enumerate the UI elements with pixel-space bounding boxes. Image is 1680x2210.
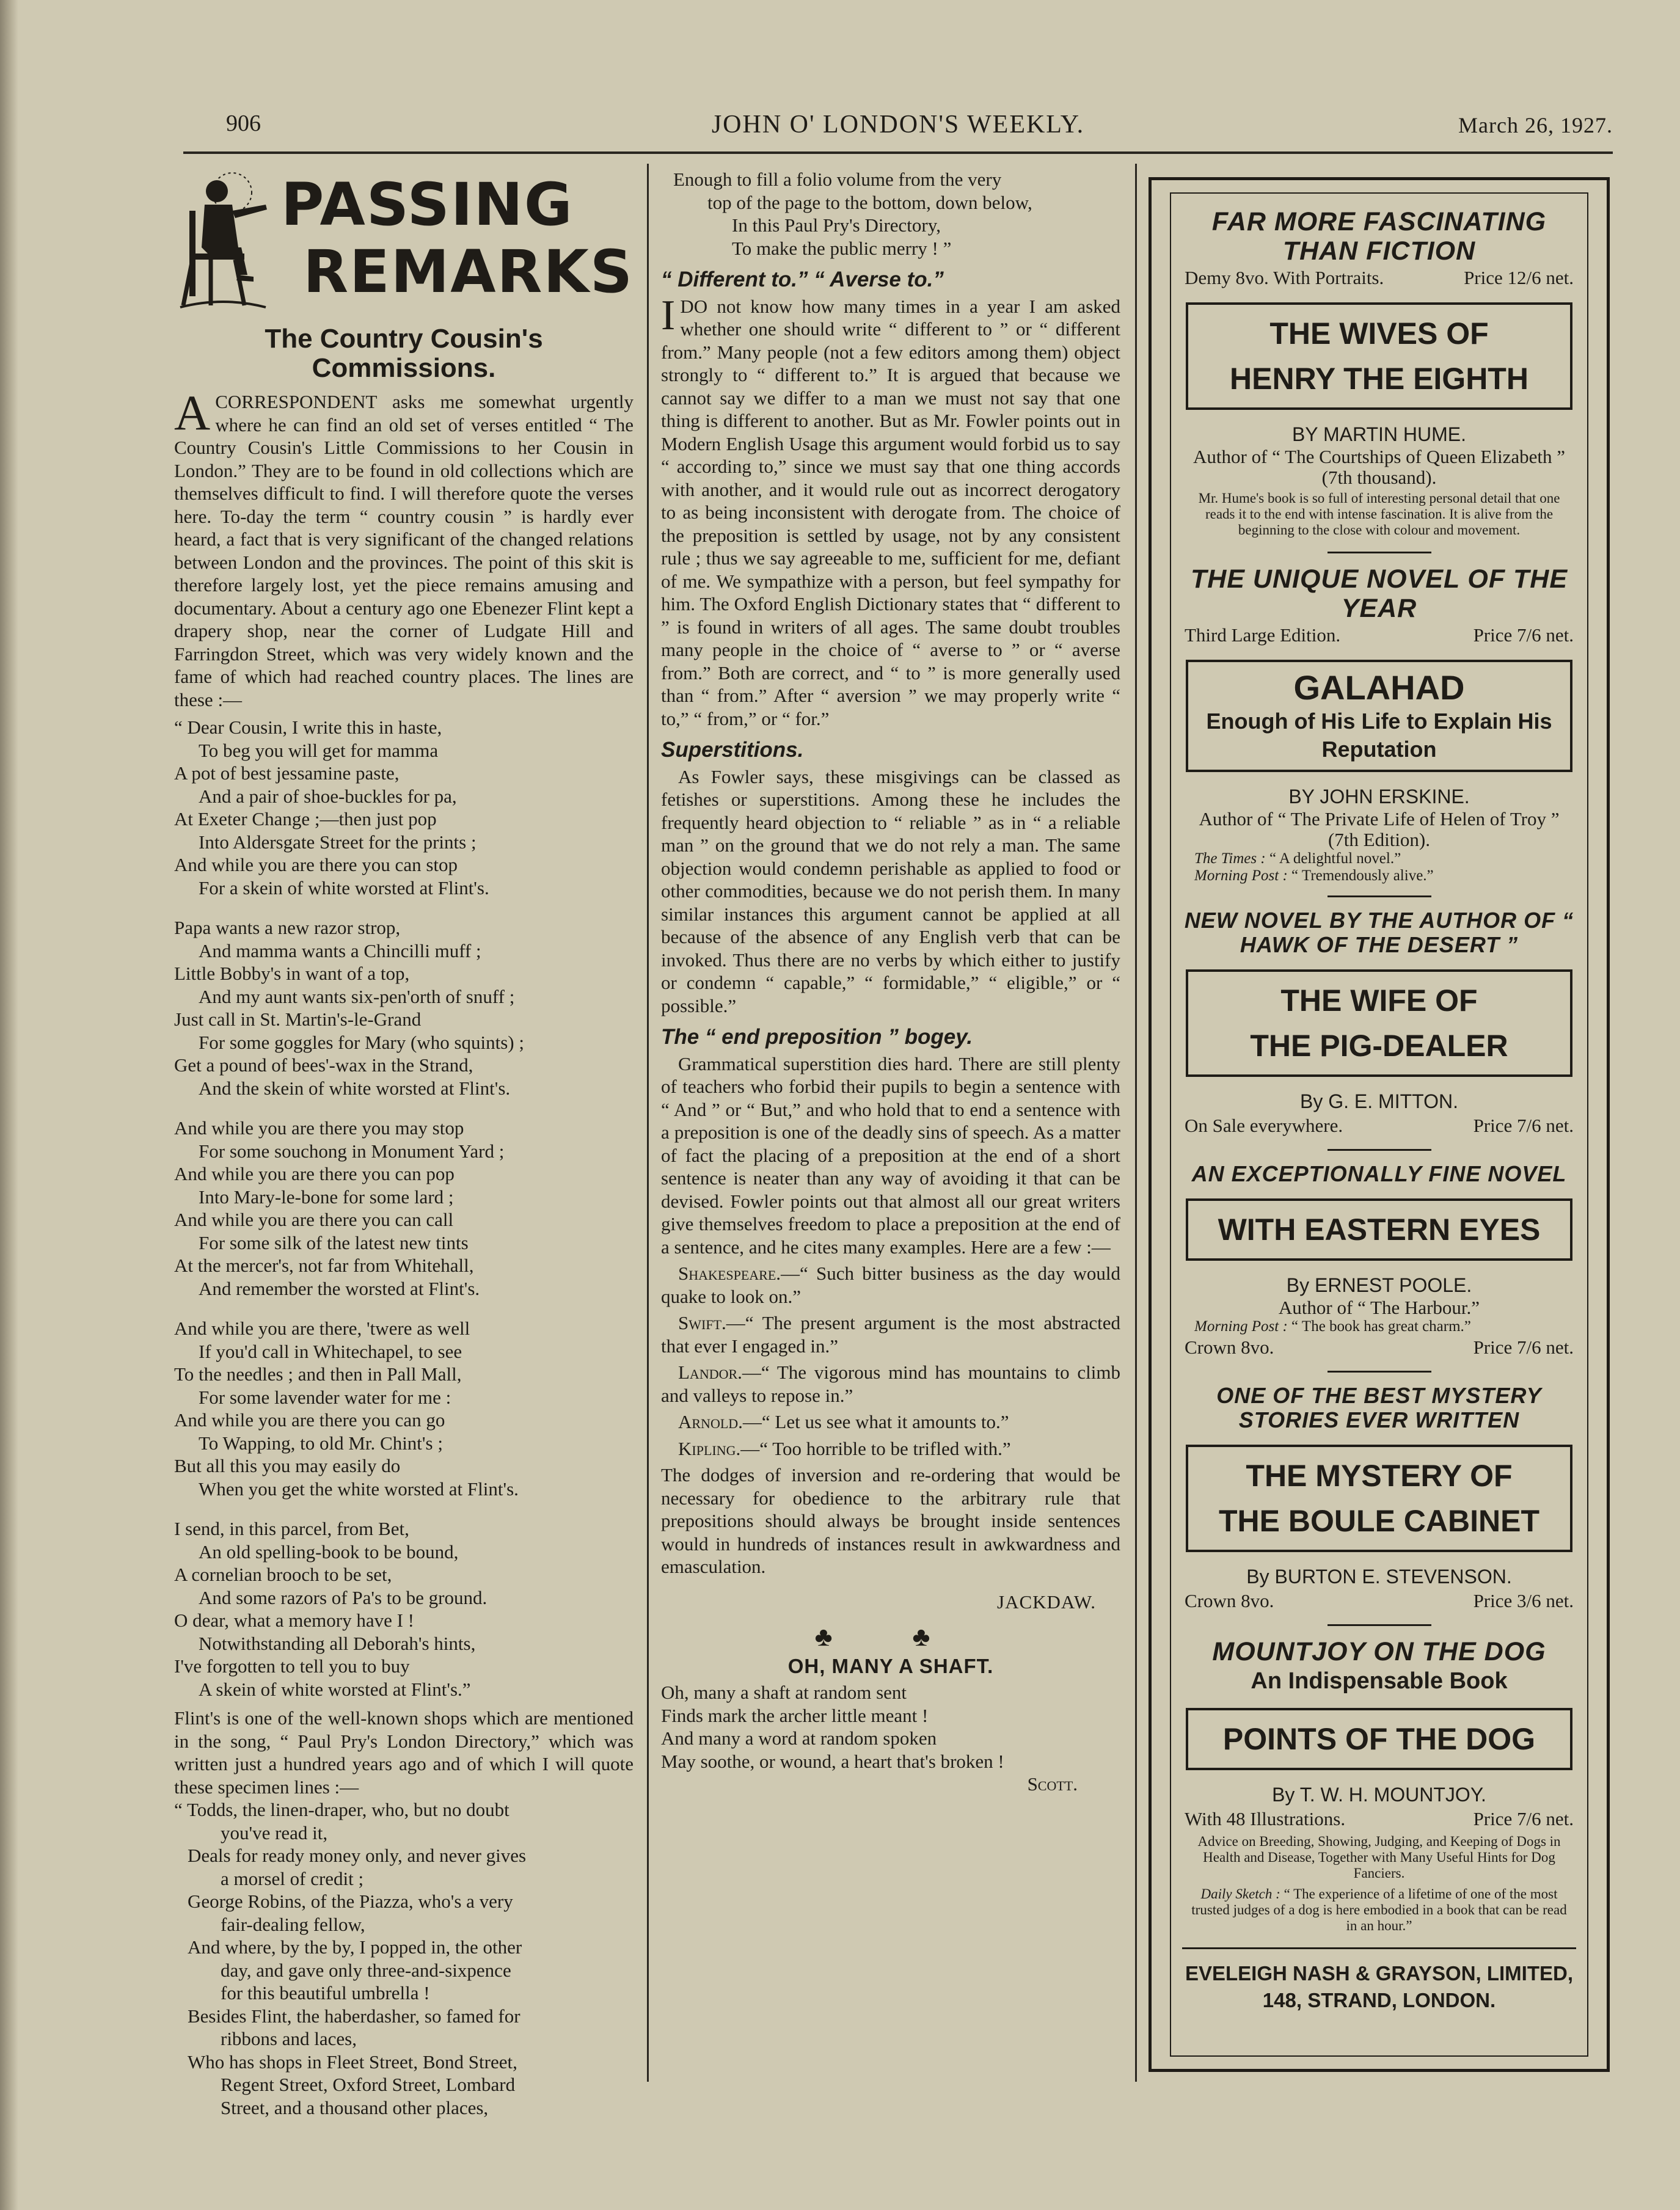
publisher-name: EVELEIGH NASH & GRAYSON, LIMITED, — [1185, 1962, 1574, 1985]
poem-line: And many a word at random spoken — [661, 1727, 937, 1749]
ad-price: Price 7/6 net. — [1473, 1115, 1574, 1136]
paragraph-text: DO not know how many times in a year I am asked whether one should write “ different to ” or “ different from.” Many people (not a few editors among them) object strongly to “ different to.” It is argued that because we cannot say we differ to a man we must not say that one thing is different to another. But as Mr. Fowler points out in Modern English Usage this argument would forbid us to say “ according to,” since we must say that one thing accords with another, and it would rule out as incorrect derogatory to as being inconsistent with derogate from. The choice of the preposition is settled by usage, not by any consistent rule ; thus we say agreeable to me, sufficient for me, defiant of me. We sympathize with a person, but feel sympathy for him. The Oxford English Dictionary states that “ different to ” is found in writers of all ages. The same doubt troubles many people in the choice of “ averse to ” or “ averse from.” Both are correct, and “ to ” is more generally used than “ from.” After “ aversion ” we may properly write “ to,” “ from,” or “ for.” — [661, 295, 1120, 729]
ad-price: Price 12/6 net. — [1464, 267, 1574, 288]
quotation — [661, 1262, 1120, 1308]
after-verse-paragraph: Flint's is one of the well-known shops which are mentioned in the song, “ Paul Pry's London Directory,” which was written just a hundred years ago and of which I will quote these specimen lines :— — [174, 1707, 634, 1798]
quotation — [661, 1437, 1120, 1461]
quote-author: Arnold. — [678, 1411, 743, 1432]
book-title-line: GALAHAD — [1293, 668, 1465, 707]
verse-line: top of the page to the bottom, down below, — [707, 191, 1032, 213]
quote-text: —“ The present argument is the most abstracted that ever I engaged in.” — [661, 1312, 1120, 1357]
verse-line: ribbons and laces, — [221, 2028, 357, 2049]
ad-divider — [1328, 1624, 1431, 1626]
subheading-end-preposition: The “ end preposition ” bogey. — [661, 1025, 973, 1049]
book-author: By T. W. H. MOUNTJOY. — [1272, 1784, 1486, 1806]
writer-figure-illustration — [174, 168, 278, 315]
press-quote — [1182, 867, 1576, 884]
verse-line: And while you are there you can pop — [174, 1163, 455, 1184]
verse-line: Into Aldersgate Street for the prints ; — [199, 831, 477, 853]
poem-attribution: Scott. — [1027, 1773, 1078, 1795]
page-number: 906 — [226, 111, 261, 136]
verse-line: you've read it, — [221, 1822, 328, 1843]
article-heading: The Country Cousin's Commissions. — [265, 324, 543, 383]
verse-line: Street, and a thousand other places, — [221, 2096, 489, 2118]
ad-divider — [1182, 1947, 1576, 1949]
verse-line: For some lavender water for me : — [199, 1386, 451, 1408]
verse-line: “ Dear Cousin, I write this in haste, — [174, 717, 442, 738]
ad-format-row — [1182, 266, 1576, 290]
verse-line: “ Todds, the linen-draper, who, but no doubt — [174, 1799, 509, 1820]
stanza-gap — [174, 899, 634, 916]
book-subtitle: Enough of His Life to Explain His Reputation — [1206, 709, 1552, 762]
verse-line: And some razors of Pa's to be ground. — [199, 1586, 488, 1608]
page-binding-edge — [0, 0, 18, 2210]
ad-format-row — [1182, 1807, 1576, 1831]
subheading-different-to: “ Different to.” “ Averse to.” — [661, 268, 944, 291]
author-credits: Author of “ The Private Life of Helen of Troy ” (7th Edition). — [1199, 808, 1560, 850]
verse-line: And a pair of shoe-buckles for pa, — [199, 785, 457, 807]
book-title-box — [1186, 302, 1572, 410]
book-author: BY JOHN ERSKINE. — [1288, 786, 1470, 808]
verse-line: day, and gave only three-and-sixpence — [221, 1959, 511, 1981]
press-source: The Times : — [1194, 850, 1266, 867]
verse-line: Regent Street, Oxford Street, Lombard — [221, 2074, 516, 2095]
publisher-advertisement — [1149, 177, 1610, 2072]
logo-word-remarks: REMARKS — [303, 238, 634, 306]
verse-line: O dear, what a memory have I ! — [174, 1610, 414, 1631]
book-title-line: THE WIVES OF — [1269, 316, 1489, 351]
ad-section-boule-cabinet — [1182, 1384, 1576, 1613]
drop-cap: A — [174, 385, 211, 440]
stanza-gap — [174, 1500, 634, 1517]
book-blurb: Mr. Hume's book is so full of interesting personal detail that one reads it to the end with intense fascination. It is alive from the beginning to the close with colour and movement. — [1198, 491, 1560, 538]
book-author: By ERNEST POOLE. — [1286, 1274, 1472, 1296]
subheading-superstitions: Superstitions. — [661, 738, 804, 762]
ad-divider — [1328, 1371, 1431, 1373]
ad-price: Price 7/6 net. — [1473, 624, 1574, 646]
paul-pry-verse-continued — [661, 168, 1120, 260]
press-quote — [1182, 1884, 1576, 1936]
ad-format: Demy 8vo. With Portraits. — [1185, 267, 1384, 288]
verse-line: Notwithstanding all Deborah's hints, — [199, 1632, 476, 1654]
advertisement-inner-frame — [1170, 192, 1588, 2057]
ad-price: Price 7/6 net. — [1473, 1808, 1574, 1829]
verse-line: In this Paul Pry's Directory, — [732, 214, 941, 236]
press-text: “ A delightful novel.” — [1269, 850, 1401, 867]
verse-line: Enough to fill a folio volume from the very — [673, 169, 1002, 190]
author-credits: Author of “ The Harbour.” — [1278, 1297, 1480, 1318]
book-title-box — [1186, 969, 1572, 1077]
verse-line: Get a pound of bees'-wax in the Strand, — [174, 1054, 473, 1076]
ad-subheading: An Indispensable Book — [1251, 1668, 1508, 1694]
verse-line: To make the public merry ! ” — [732, 237, 952, 259]
press-text: “ Tremendously alive.” — [1291, 867, 1434, 884]
ad-price: Price 7/6 net. — [1473, 1337, 1574, 1358]
author-signature: JACKDAW. — [997, 1591, 1096, 1613]
paragraph-different-to — [661, 291, 1120, 731]
verse-line: I send, in this parcel, from Bet, — [174, 1518, 409, 1539]
verse-line: And while you are there you can stop — [174, 854, 458, 875]
ad-heading: ONE OF THE BEST MYSTERY STORIES EVER WRITTEN — [1216, 1383, 1542, 1432]
book-title-line: THE WIFE OF — [1280, 983, 1478, 1018]
verse-line: When you get the white worsted at Flint's. — [199, 1478, 519, 1500]
ad-divider — [1328, 895, 1431, 897]
verse-line: At the mercer's, not far from Whitehall, — [174, 1255, 474, 1276]
ad-heading: FAR MORE FASCINATING THAN FICTION — [1211, 207, 1547, 266]
column-rule — [1135, 164, 1137, 2082]
ad-format: Third Large Edition. — [1185, 624, 1341, 646]
verse-line: a morsel of credit ; — [221, 1867, 364, 1889]
book-title-line: HENRY THE EIGHTH — [1230, 362, 1528, 396]
drop-cap: I — [661, 291, 676, 339]
book-blurb: Advice on Breeding, Showing, Judging, and Keeping of Dogs in Health and Disease, Together with Many Useful Hints for Dog Fanciers. — [1197, 1834, 1561, 1881]
verse-line: A skein of white worsted at Flint's.” — [199, 1678, 471, 1700]
quote-author: Kipling. — [678, 1437, 741, 1459]
verse-line: And remember the worsted at Flint's. — [199, 1277, 480, 1299]
verse-line: An old spelling-book to be bound, — [199, 1541, 459, 1563]
verse-line: To beg you will get for mamma — [199, 739, 439, 761]
ad-format: Crown 8vo. — [1185, 1590, 1274, 1611]
article-intro — [174, 385, 634, 711]
press-text: “ The experience of a lifetime of one of the most trusted judges of a dog is here embodied in a book that can be read in an hour.” — [1191, 1886, 1567, 1933]
book-title-line: POINTS OF THE DOG — [1222, 1722, 1536, 1756]
ad-divider — [1328, 1149, 1431, 1151]
verse-line: At Exeter Change ;—then just pop — [174, 808, 437, 830]
verse-line: For some silk of the latest new tints — [199, 1231, 469, 1253]
verse-line: Just call in St. Martin's-le-Grand — [174, 1008, 422, 1030]
passing-remarks-logo — [174, 168, 634, 321]
paragraph-superstitions: As Fowler says, these misgivings can be classed as fetishes or superstitions. Among these he includes the frequently heard objection to “ reliable ” as in “ a reliable man ” on the ground that we do not rely a man. The same objection would condemn perishable as applied to food or other commodities, because we do not perish them. In many similar instances this argument cannot be applied at all because of the absence of any English verb that can be invoked. Thus there are no verbs by which either to justify or condemn “ capable,” “ formidable,” “ eligible,” or “ possible.” — [661, 765, 1120, 1016]
ad-divider — [1328, 552, 1431, 553]
ad-section-galahad — [1182, 564, 1576, 884]
column-rule — [647, 164, 649, 2082]
stanza-gap — [174, 1300, 634, 1317]
press-source: Daily Sketch : — [1200, 1886, 1280, 1902]
verse-line: I've forgotten to tell you to buy — [174, 1655, 410, 1677]
poem-line: Finds mark the archer little meant ! — [661, 1704, 929, 1726]
verse-line: And mamma wants a Chincilli muff ; — [199, 939, 481, 961]
ad-price: Price 3/6 net. — [1473, 1590, 1574, 1611]
book-title-box — [1186, 1198, 1572, 1261]
ad-format-row — [1182, 623, 1576, 647]
quote-author: Swift. — [678, 1312, 726, 1333]
intro-text: CORRESPONDENT asks me somewhat urgently where he can find an old set of verses entitled “ The Country Cousin's Little Commissions to her Cousin in London.” They are to be found in old collections which are themselves difficult to find. I will therefore quote the verses here. To-day the term “ country cousin ” is hardly ever heard, a fact that is very significant of the changed relations between London and the provinces. The point of this skit is therefore largely lost, yet the piece remains amusing and documentary. About a century ago one Ebenezer Flint kept a drapery shop, near the corner of Ludgate Hill and Farringdon Street, which was very widely known and the fame of which had reached country places. The lines are these :— — [174, 391, 634, 710]
poem-line: May soothe, or wound, a heart that's broken ! — [661, 1750, 1004, 1772]
verse-line: If you'd call in Whitechapel, to see — [199, 1340, 462, 1362]
paul-pry-verse — [174, 1798, 634, 2119]
quotations-list — [661, 1262, 1120, 1460]
verse-line: And the skein of white worsted at Flint's. — [199, 1077, 511, 1099]
poem — [661, 1681, 1120, 1773]
book-title-box — [1186, 1708, 1572, 1770]
page-header — [183, 110, 1613, 147]
book-author: By G. E. MITTON. — [1300, 1090, 1458, 1112]
book-author: By BURTON E. STEVENSON. — [1246, 1566, 1512, 1588]
verse-line: Deals for ready money only, and never gives — [188, 1845, 527, 1866]
verse-line: A cornelian brooch to be set, — [174, 1564, 392, 1585]
paragraph-conclusion: The dodges of inversion and re-ordering that would be necessary for obedience to the arbitrary rule that prepositions should always be brought inside sentences would in hundreds of instances result in awkwardness and emasculation. — [661, 1464, 1120, 1577]
issue-date: March 26, 1927. — [1458, 113, 1613, 137]
ad-format: With 48 Illustrations. — [1185, 1808, 1346, 1829]
ad-section-eastern-eyes — [1182, 1162, 1576, 1360]
ad-format-row — [1182, 1335, 1576, 1360]
poem-title: OH, MANY A SHAFT. — [787, 1654, 994, 1677]
logo-word-passing: PASSING — [281, 170, 574, 239]
country-cousin-verse — [174, 716, 634, 1701]
header-rule — [183, 151, 1613, 154]
book-title-line: THE PIG-DEALER — [1250, 1029, 1508, 1063]
ad-section-pig-dealer — [1182, 908, 1576, 1138]
verse-line: And where, by the by, I popped in, the other — [188, 1936, 522, 1958]
quotation — [661, 1361, 1120, 1407]
verse-line: Little Bobby's in want of a top, — [174, 963, 410, 984]
verse-line: Besides Flint, the haberdasher, so famed for — [188, 2005, 520, 2027]
verse-line: But all this you may easily do — [174, 1455, 401, 1476]
publisher-imprint — [1182, 1960, 1576, 2014]
verse-line: And while you are there you can call — [174, 1209, 454, 1230]
poem-line: Oh, many a shaft at random sent — [661, 1682, 907, 1703]
stanza-gap — [174, 1100, 634, 1117]
book-author: BY MARTIN HUME. — [1291, 423, 1467, 445]
ad-availability: On Sale everywhere. — [1185, 1115, 1343, 1136]
book-title-box — [1186, 1445, 1572, 1552]
ad-format-row — [1182, 1114, 1576, 1138]
verse-line: Papa wants a new razor strop, — [174, 917, 401, 938]
verse-line: And while you are there, 'twere as well — [174, 1318, 470, 1339]
ad-section-points-of-dog — [1182, 1637, 1576, 1936]
book-title-line: THE MYSTERY OF — [1246, 1459, 1513, 1493]
verse-line: And while you are there you may stop — [174, 1117, 464, 1139]
verse-line: For some souchong in Monument Yard ; — [199, 1140, 505, 1162]
quote-text: —“ The vigorous mind has mountains to climb and valleys to repose in.” — [661, 1362, 1120, 1406]
verse-line: And my aunt wants six-pen'orth of snuff ; — [199, 985, 515, 1007]
verse-line: And while you are there you can go — [174, 1409, 445, 1431]
press-source: Morning Post : — [1194, 1318, 1288, 1335]
ad-format: Crown 8vo. — [1185, 1337, 1274, 1358]
book-title-line: WITH EASTERN EYES — [1218, 1213, 1541, 1247]
publication-title: JOHN O' LONDON'S WEEKLY. — [711, 111, 1085, 139]
quotation — [661, 1311, 1120, 1357]
book-title-box — [1186, 660, 1572, 772]
verse-line: Who has shops in Fleet Street, Bond Street, — [188, 2051, 517, 2073]
verse-line: for this beautiful umbrella ! — [221, 1982, 430, 2004]
quote-author: Landor. — [678, 1362, 742, 1383]
verse-line: Into Mary-le-bone for some lard ; — [199, 1186, 454, 1208]
press-text: “ The book has great charm.” — [1291, 1318, 1471, 1335]
ad-heading: MOUNTJOY ON THE DOG — [1212, 1637, 1546, 1666]
verse-line: To Wapping, to old Mr. Chint's ; — [199, 1432, 443, 1454]
quote-text: —“ Such bitter business as the day would quake to look on.” — [661, 1263, 1120, 1307]
quote-text: —“ Too horrible to be trifled with.” — [740, 1437, 1011, 1459]
ad-format-row — [1182, 1589, 1576, 1613]
press-quote — [1182, 1318, 1576, 1335]
book-title-line: THE BOULE CABINET — [1219, 1504, 1539, 1538]
publisher-address: 148, STRAND, LONDON. — [1262, 1989, 1496, 2011]
press-quote — [1182, 850, 1576, 867]
verse-line: For some goggles for Mary (who squints) ; — [199, 1031, 524, 1053]
ad-heading: THE UNIQUE NOVEL OF THE YEAR — [1190, 564, 1568, 623]
author-credits: Author of “ The Courtships of Queen Elizabeth ” (7th thousand). — [1193, 446, 1565, 488]
verse-line: fair-dealing fellow, — [221, 1913, 365, 1935]
ad-heading: AN EXCEPTIONALLY FINE NOVEL — [1191, 1161, 1567, 1186]
verse-line: George Robins, of the Piazza, who's a very — [188, 1891, 513, 1912]
verse-line: To the needles ; and then in Pall Mall, — [174, 1363, 462, 1385]
verse-line: For a skein of white worsted at Flint's. — [199, 877, 489, 899]
quote-author: Shakespeare. — [678, 1263, 781, 1284]
ad-heading: NEW NOVEL BY THE AUTHOR OF “ HAWK OF THE DESERT ” — [1184, 908, 1574, 957]
paragraph-end-preposition: Grammatical superstition dies hard. There are still plenty of teachers who forbid their pupils to begin a sentence with “ And ” or “ But,” and who hold that to end a sentence with a preposition is one of the deadly sins of speech. As a matter of fact the placing of a preposition at the end of a short sentence is neater than any way of avoiding it that can be devised. Fowler points out that almost all our great writers give themselves freedom to place a preposition at the end of a sentence, and he cites many examples. Here are a few :— — [661, 1052, 1120, 1258]
column-grammar — [661, 168, 1120, 1796]
verse-line: A pot of best jessamine paste, — [174, 762, 400, 784]
column-passing-remarks — [174, 168, 634, 2119]
ad-section-wives — [1182, 207, 1576, 541]
quotation — [661, 1410, 1120, 1434]
quote-text: —“ Let us see what it amounts to.” — [742, 1411, 1009, 1432]
press-source: Morning Post : — [1194, 867, 1288, 884]
ornament-icon: ♣ ♣ — [814, 1622, 967, 1652]
